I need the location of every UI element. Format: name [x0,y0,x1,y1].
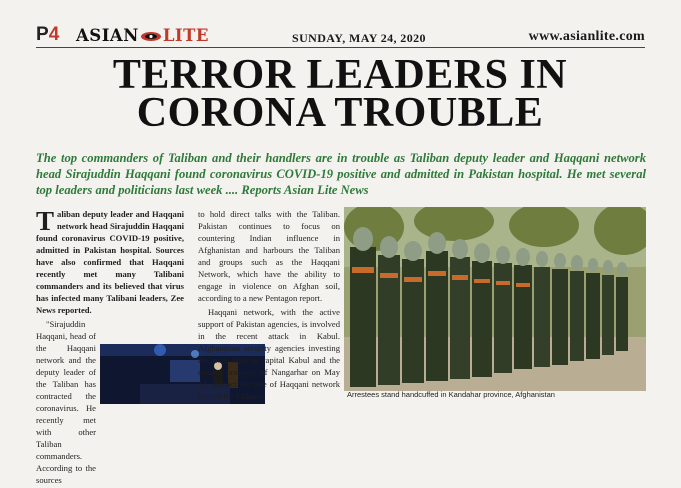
brand-left: ASIAN [76,26,139,45]
issue-date: SUNDAY, MAY 24, 2020 [292,31,426,45]
masthead-rule [36,47,645,48]
logo-emblem-icon [140,31,162,42]
paragraph: to hold direct talks with the Taliban. Pakistan continues to focus on countering Indian influence in Afghanistan and harbours the Taliban and groups such as the Haqqani Network, which have the ability to engage in violence on Afghan soil, according to a new Pentagon report. [198,209,340,303]
column-2 [198,208,340,404]
photo-caption: Arrestees stand handcuffed in Kandahar province, Afghanistan [347,390,555,399]
lede-paragraph: Taliban deputy leader and Haqqani network head Sirajuddin Haqqani found coronavirus COVID-19 positive, admitted in Pakistan hospital. Sources have also confirmed that Haqqani recently met many Talibani commanders and its believed that virus has infected many Talibani leaders, Zee News reported. [36,206,184,315]
deck: The top commanders of Taliban and their handlers are in trouble as Taliban deputy leader and Haqqani network head Sirajuddin Haqqani found coronavirus COVID-19 positive and admitted in Pakistan hospital. He met several top leaders and politicians last week .... Reports Asian Lite News [36,151,646,197]
page-number-value: 4 [48,24,60,45]
main-photo [344,207,646,391]
paragraph: "Sirajuddin Haqqani, head of the Haqqani network and the deputy leader of the Taliban has contracted the coronavirus. He recently met with other Taliban commanders. According to the sources [36,319,96,485]
page-prefix: P [36,24,49,45]
asian-lite-logo [76,26,209,45]
paragraph: Haqqani network, with the active support of Pakistan agencies, is involved in the recent attack in Kabul. Afghanistan security agencies investing the twin blast in capital Kabul and the eastern province of Nangarhar on May 12, suspect the role of Haqqani network behind the Eidgaon [198,307,340,401]
page-number [36,24,59,46]
arrestees-image [344,207,646,391]
brand-right: LITE [162,26,210,45]
website-link[interactable]: www.asianlite.com [528,29,645,44]
headline: TERROR LEADERS IN CORONA TROUBLE [112,52,568,136]
masthead [0,0,681,46]
